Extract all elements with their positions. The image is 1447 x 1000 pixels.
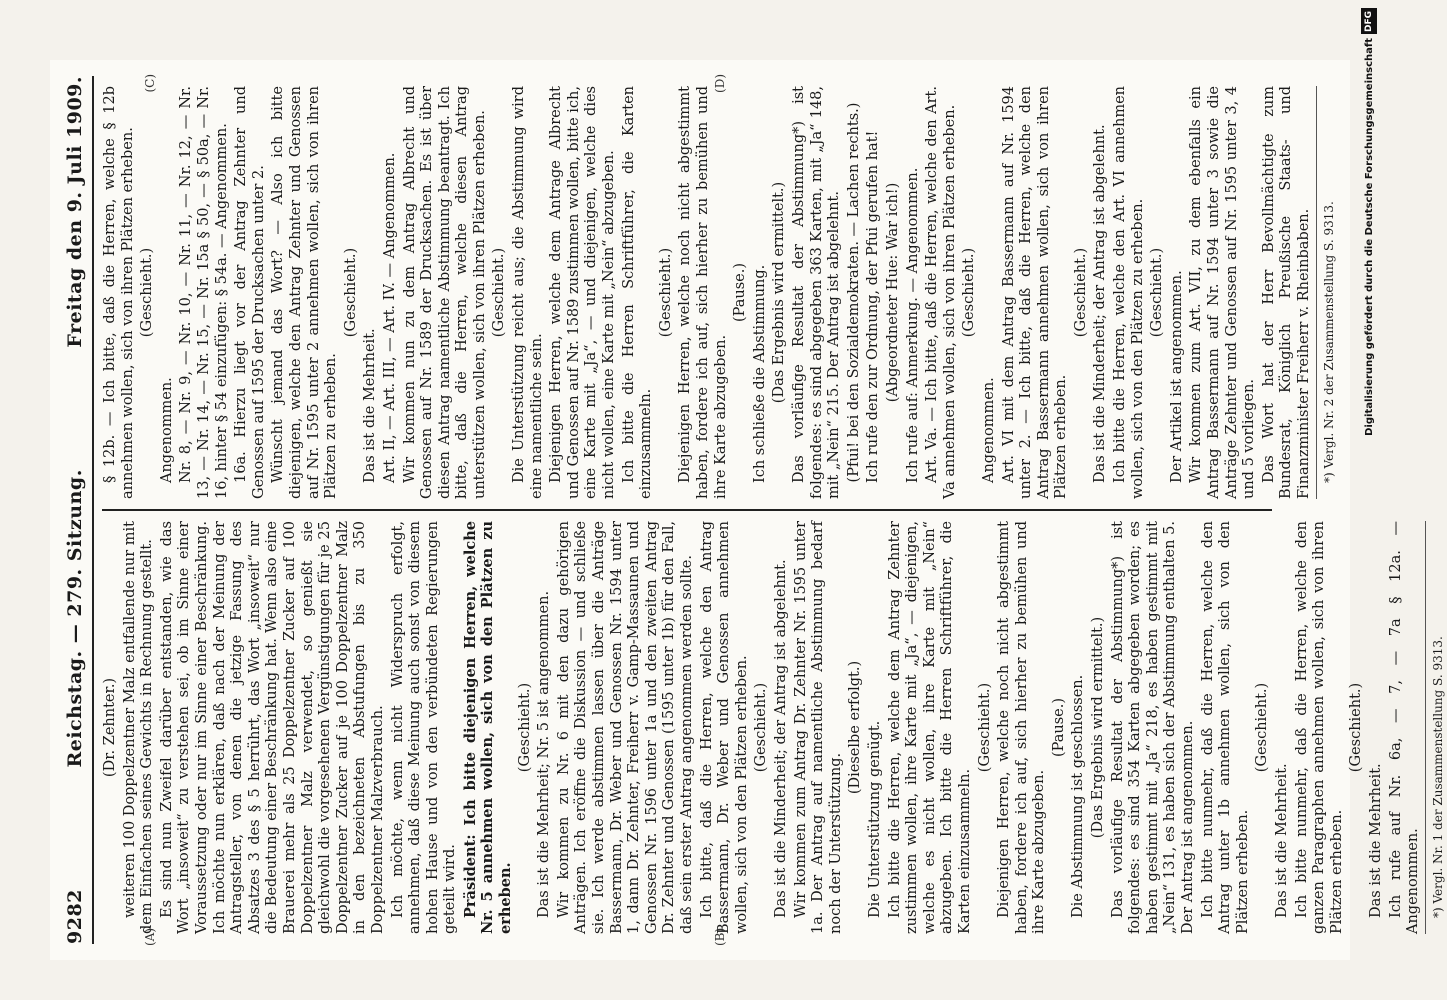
paragraph: (Geschieht.) bbox=[1072, 247, 1089, 338]
paragraph: Art. Va. — Ich bitte, daß die Herren, welche den Art. Va annehmen wollen, sich von ihren Plätzen erheben. bbox=[924, 86, 958, 499]
paragraph: Das ist die Mehrheit. bbox=[1274, 763, 1290, 918]
paragraph: (Geschieht.) bbox=[516, 682, 533, 773]
paragraph: Das ist die Minderheit; der Antrag ist abgelehnt. bbox=[1092, 124, 1109, 483]
page-header bbox=[64, 76, 94, 944]
paragraph: Präsident: Ich bitte diejenigen Herren, welche Nr. 5 annehmen wollen, sich von den Plätzen zu erheben. bbox=[461, 521, 515, 934]
paragraph: (Abgeordneter Hue: War ich!) bbox=[884, 182, 901, 403]
paragraph: Ich rufe auf: Anmerkung. — Angenommen. bbox=[904, 167, 921, 483]
paragraph: (Geschieht.) bbox=[1348, 682, 1365, 773]
paragraph: Diejenigen Herren, welche dem Antrage Albrecht und Genossen auf Nr. 1589 zustimmen wollen, bitte ich, eine Karte mit „Ja“, — und diejenigen, welche dies nicht wollen, eine Karte mit „Nein“ abzugeben. bbox=[548, 86, 618, 499]
paragraph: Ich bitte nunmehr, daß die Herren, welche den ganzen Paragraphen annehmen wollen, sich von ihren Plätzen erheben. bbox=[1293, 521, 1345, 934]
paragraph: 16a. Hierzu liegt vor der Antrag Zehnter und Genossen auf 1595 der Drucksachen unter 2. bbox=[233, 86, 267, 499]
paragraph: (Das Ergebnis wird ermittelt.) bbox=[771, 181, 788, 404]
paragraph: Art. VI mit dem Antrag Bassermann auf Nr. 1594 unter 2. — Ich bitte, daß die Herren, welche den Antrag Bassermann annehmen wollen, sich von ihren Plätzen erheben. bbox=[1000, 86, 1070, 499]
paragraph: Angenommen. bbox=[980, 377, 997, 483]
paragraph: Das ist die Minderheit; der Antrag ist abgelehnt. bbox=[772, 559, 789, 918]
margin-marker-a: (A) bbox=[143, 927, 157, 946]
session-date: Freitag den 9. Juli 1909. bbox=[64, 76, 86, 348]
paragraph: Wir kommen zum Art. VII, zu dem ebenfalls ein Antrag Bassermann auf Nr. 1594 unter 3 sowie die Anträge Zehnter und Genossen auf Nr. 1595 unter 3, 4 und 5 vorliegen. bbox=[1188, 86, 1258, 499]
paragraph: Die Unterstützung genügt. bbox=[866, 720, 883, 918]
paragraph: Die Abstimmung ist geschlossen. bbox=[1070, 674, 1087, 918]
paragraph: (Geschieht.) bbox=[657, 247, 674, 338]
paragraph: Das vorläufige Resultat der Abstimmung*) ist folgendes: es sind 354 Karten abgegeben worden; es haben gestimmt mit „Ja“ 218, es haben gestimmt mit „Nein“ 131, es haben sich der Abstimmung enthalten 5. Der Antrag ist angenommen. bbox=[1109, 521, 1197, 934]
paragraph: Wünscht jemand das Wort? — Also ich bitte diejenigen, welche den Antrag Zehnter und Genossen auf Nr. 1595 unter 2 annehmen wollen, sich von ihren Plätzen zu erheben. bbox=[270, 86, 340, 499]
dfg-credit-text: Digitalisierung gefördert durch die Deutsche Forschungsgemeinschaft bbox=[1363, 38, 1375, 436]
paragraph: weiteren 100 Doppelzentner Malz entfallende nur mit dem Einfachen seines Gewichts in Rechnung gestellt. bbox=[121, 520, 156, 934]
paragraph: Diejenigen Herren, welche noch nicht abgestimmt haben, fordere ich auf, sich hierher zu bemühen und ihre Karte abzugeben. bbox=[996, 521, 1048, 934]
paragraph: (Geschieht.) bbox=[1149, 247, 1166, 338]
paragraph: Wir kommen zu Nr. 6 mit den dazu gehörigen Anträgen. Ich eröffne die Diskussion — und schließe sie. Ich werde abstimmen lassen über die Anträge Bassermann, Dr. Weber und Genossen Nr. 1594 unter 1, dann Dr. Zehnter, Freiherr v. Gamp-Massaunen und Genossen Nr. 1596 unter 1a und den zweiten Antrag Dr. Zehnter und Genossen (1595 unter 1b) für den Fall, daß sein erster Antrag angenommen werden sollte. bbox=[555, 521, 695, 934]
paragraph: Wir kommen nun zu dem Antrag Albrecht und Genossen auf Nr. 1589 der Drucksachen. Es ist über diesen Antrag namentliche Abstimmung beantragt. Ich bitte, daß die Herren, welche diesen Antrag unterstützen wollen, sich von ihren Plätzen erheben. bbox=[401, 86, 488, 499]
dfg-logo: DFG bbox=[1361, 8, 1377, 34]
paragraph: (Geschieht.) bbox=[1254, 682, 1271, 773]
paragraph: (Geschieht.) bbox=[961, 247, 978, 338]
paragraph: Ich schließe die Abstimmung. bbox=[751, 264, 768, 483]
paragraph: (Geschieht.) bbox=[491, 247, 508, 338]
paragraph: Ich bitte die Herren, welche den Art. VI annehmen wollen, sich von den Plätzen zu erheben. bbox=[1112, 86, 1146, 499]
paragraph: (Geschieht.) bbox=[342, 247, 359, 338]
paragraph: (Dieselbe erfolgt.) bbox=[847, 660, 864, 795]
margin-marker-b: (B) bbox=[713, 927, 727, 946]
dfg-sidebar bbox=[1359, 8, 1379, 993]
paragraph: Die Unterstützung reicht aus; die Abstimmung wird eine namentliche sein. bbox=[511, 86, 545, 499]
paragraph: Ich rufe auf Nr. 6a, — 7, — 7a § 12a. — Angenommen. bbox=[1387, 521, 1422, 934]
paragraph: (Pfui! bei den Sozialdemokraten. — Lachen rechts.) bbox=[845, 102, 862, 483]
paragraph: (Geschieht.) bbox=[753, 682, 770, 773]
paragraph: Das vorläufige Resultat der Abstimmung*) ist folgendes: es sind abgegeben 363 Karten, mit „Ja“ 148, mit „Nein“ 215. Der Antrag ist abgelehnt. bbox=[790, 86, 843, 499]
margin-marker-d: (D) bbox=[713, 74, 727, 93]
paragraph: (Geschieht.) bbox=[139, 247, 156, 338]
paragraph: (Pause.) bbox=[1050, 697, 1067, 758]
footnote: *) Vergl. Nr. 1 der Zusammenstellung S. 9313. bbox=[1425, 521, 1447, 934]
footnote: *) Vergl. Nr. 2 der Zusammenstellung S. 9313. bbox=[1316, 86, 1339, 499]
right-column bbox=[102, 74, 1336, 509]
paragraph: Das ist die Mehrheit; Nr. 5 ist angenommen. bbox=[536, 590, 553, 918]
paragraph: (Geschieht.) bbox=[976, 682, 993, 773]
paragraph: Ich bitte die Herren Schriftführer, die Karten einzusammeln. bbox=[620, 86, 655, 499]
page-number: 9282 bbox=[64, 889, 86, 944]
paragraph: § 12b. — Ich bitte, daß die Herren, welche § 12b annehmen wollen, sich von ihren Plätzen erheben. bbox=[102, 86, 136, 499]
session-title: Reichstag. — 279. Sitzung. bbox=[64, 469, 86, 768]
paragraph: (Das Ergebnis wird ermittelt.) bbox=[1090, 616, 1107, 839]
paragraph: Nr. 8, — Nr. 9, — Nr. 10, — Nr. 11, — Nr. 12, — Nr. 13, — Nr. 14, — Nr. 15, — Nr. 15a § 50, — § 50a, — Nr. 16, hinter § 54 einzufügen: § 54a. — Angenommen. bbox=[178, 86, 230, 499]
paragraph: (Dr. Zehnter.) bbox=[102, 677, 118, 778]
paragraph: Ich bitte, daß die Herren, welche den Antrag Bassermann, Dr. Weber und Genossen annehmen wollen, sich von den Plätzen erheben. bbox=[698, 521, 750, 934]
paragraph: Ich bitte die Herren, welche dem Antrag Zehnter zustimmen wollen, ihre Karte mit „Ja“, — diejenigen, welche es nicht wollen, ihre Karte mit „Nein“ abzugeben. Ich bitte die Herren Schriftführer, die Karten einzusammeln. bbox=[886, 521, 973, 934]
paragraph: Das ist die Mehrheit. bbox=[1367, 763, 1384, 918]
paragraph: Art. II, — Art. III, — Art. IV. — Angenommen. bbox=[381, 152, 398, 483]
paragraph: Das Wort hat der Herr Bevollmächtigte zum Bundesrat, Königlich Preußische Staats- und Finanzminister Freiherr v. Rheinbaben. bbox=[1260, 86, 1312, 499]
paragraph: Ich bitte nunmehr, daß die Herren, welche den Antrag unter 1b annehmen wollen, sich von den Plätzen erheben. bbox=[1199, 521, 1251, 934]
paragraph: Ich rufe den zur Ordnung, der Pfui gerufen hat! bbox=[865, 130, 882, 483]
left-column bbox=[102, 511, 1445, 946]
paragraph: (Pause.) bbox=[732, 262, 749, 323]
paragraph: Das ist die Mehrheit. bbox=[362, 328, 379, 483]
paragraph: Diejenigen Herren, welche noch nicht abgestimmt haben, fordere ich auf, sich hierher zu bemühen und ihre Karte abzugeben. bbox=[677, 86, 729, 499]
paragraph: Angenommen. bbox=[158, 377, 175, 483]
paragraph: Der Artikel ist angenommen. bbox=[1168, 270, 1185, 483]
paragraph: Wir kommen zum Antrag Dr. Zehnter Nr. 1595 unter 1a. Der Antrag auf namentliche Abstimmung bedarf noch der Unterstützung. bbox=[792, 521, 844, 934]
paragraph: Es sind nun Zweifel darüber entstanden, wie das Wort „insoweit“ zu verstehen sei, ob im Sinne einer Voraussetzung oder nur im Sinne einer Beschränkung. Ich möchte nun erklären, daß nach der Meinung der Antragsteller, von denen die jetzige Fassung des Absatzes 3 des § 5 herrührt, das Wort „insoweit“ nur die Bedeutung einer Beschränkung hat. Wenn also eine Brauerei mehr als 25 Doppelzentner Zucker auf 100 Doppelzentner Malz verwendet, so genießt sie gleichwohl die vorgesehenen Vergünstigungen für je 25 Doppelzentner Zucker auf je 100 Doppelzentner Malz in den bezeichneten Abstufungen bis zu 350 Doppelzentner Malzverbrauch. bbox=[158, 521, 386, 934]
margin-marker-c: (C) bbox=[143, 74, 157, 93]
paragraph: Ich möchte, wenn nicht Widerspruch erfolgt, annehmen, daß diese Meinung auch sonst von diesem hohen Hause und von den verbündeten Regierungen geteilt wird. bbox=[389, 521, 459, 934]
